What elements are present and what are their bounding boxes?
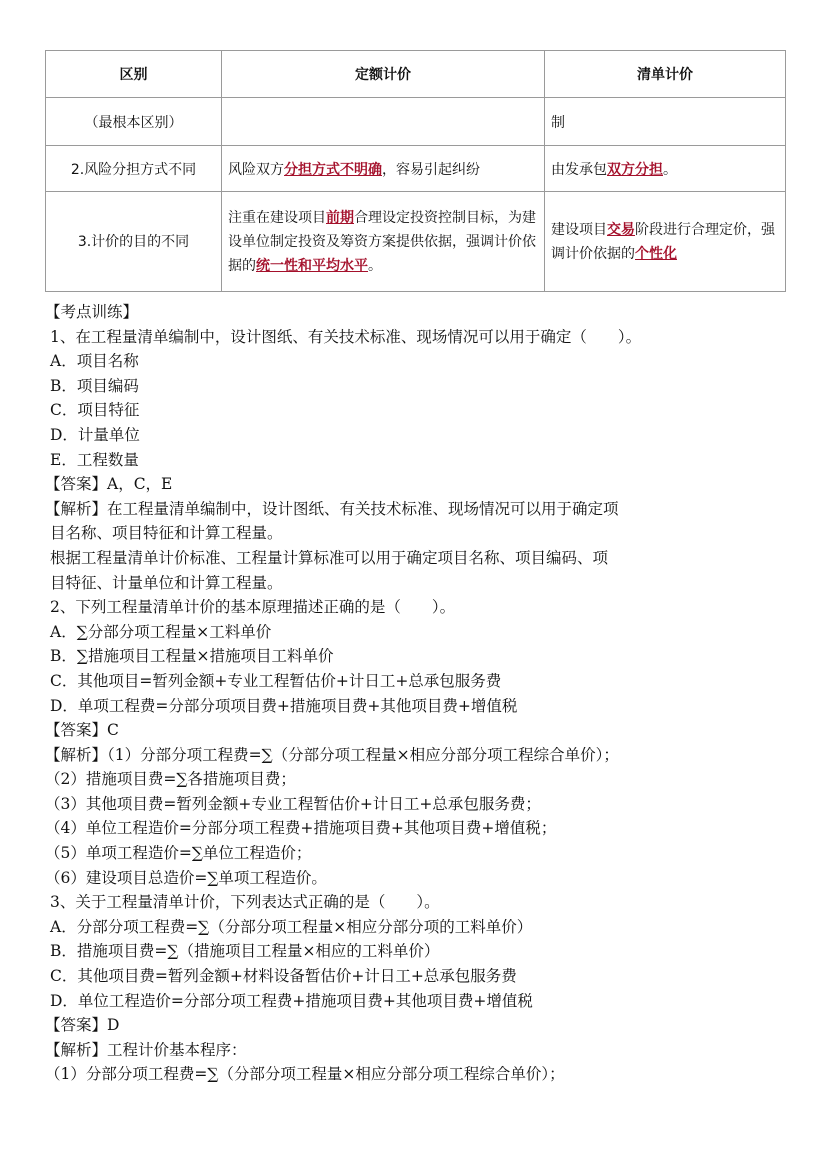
analysis-2: 【解析】（1）分部分项工程费=∑（分部分项工程量×相应分部分项工程综合单价）； xyxy=(45,745,619,764)
analysis-3: 【解析】工程计价基本程序： xyxy=(45,1040,247,1059)
question-2: 2、下列工程量清单计价的基本原理描述正确的是（ ）。 xyxy=(50,598,456,617)
text: 风险双方 xyxy=(228,161,284,178)
option-d: D．计量单位 xyxy=(50,425,140,444)
row1-quota xyxy=(222,98,545,146)
header-difference: 区别 xyxy=(46,51,222,98)
option-e: E．工程数量 xyxy=(50,450,139,469)
option-d: D．单项工程费=分部分项项目费+措施项目费+其他项目费+增值税 xyxy=(50,696,518,715)
row1-list: 制 xyxy=(545,98,786,146)
analysis-2-line: （6）建设项目总造价=∑单项工程造价。 xyxy=(45,868,327,887)
comparison-table xyxy=(45,50,786,292)
text: 。 xyxy=(663,161,677,178)
question-1: 1、在工程量清单编制中，设计图纸、有关技术标准、现场情况可以用于确定（ ）。 xyxy=(50,327,642,346)
header-quota-pricing: 定额计价 xyxy=(222,51,545,98)
option-d: D．单位工程造价=分部分项工程费+措施项目费+其他项目费+增值税 xyxy=(50,991,533,1010)
table-row xyxy=(46,192,786,292)
option-a: A．项目名称 xyxy=(50,352,139,371)
text: 建设项目 xyxy=(551,221,607,238)
row3-label: 3.计价的目的不同 xyxy=(46,192,222,292)
option-c: C．其他项目费=暂列金额+材料设备暂估价+计日工+总承包服务费 xyxy=(50,967,517,986)
highlight: 双方分担 xyxy=(607,161,663,178)
highlight: 统一性和平均水平 xyxy=(256,257,368,274)
row2-list xyxy=(545,146,786,192)
analysis-1-line: 目特征、计量单位和计算工程量。 xyxy=(50,573,283,592)
header-list-pricing: 清单计价 xyxy=(545,51,786,98)
analysis-1-line: 根据工程量清单计价标准、工程量计算标准可以用于确定项目名称、项目编码、项 xyxy=(50,548,609,567)
text: 注重在建设项目 xyxy=(228,209,326,226)
option-a: A．∑分部分项工程量×工料单价 xyxy=(50,622,272,641)
text: 合理设定投资控制目标，为建设单位制定投资及筹资方案提供依据，强调计价依据的 xyxy=(228,209,536,274)
option-b: B．措施项目费=∑（措施项目工程量×相应的工料单价） xyxy=(50,942,440,961)
option-b: B．∑措施项目工程量×措施项目工料单价 xyxy=(50,647,334,666)
answer-3: 【答案】D xyxy=(45,1016,120,1035)
text: 阶段进行合理定价，强调计价依据的 xyxy=(551,221,775,262)
highlight: 前期 xyxy=(326,209,354,226)
table-row xyxy=(46,146,786,192)
analysis-3-line: （1）分部分项工程费=∑（分部分项工程量×相应分部分项工程综合单价）； xyxy=(45,1065,565,1084)
answer-2: 【答案】C xyxy=(45,721,119,740)
analysis-1: 【解析】在工程量清单编制中，设计图纸、有关技术标准、现场情况可以用于确定项 xyxy=(45,499,619,518)
row3-quota xyxy=(222,192,545,292)
section-heading: 【考点训练】 xyxy=(45,303,139,321)
option-b: B．项目编码 xyxy=(50,376,139,395)
option-c: C．项目特征 xyxy=(50,401,140,420)
text: ，容易引起纠纷 xyxy=(382,161,480,178)
answer-1: 【答案】A，C，E xyxy=(45,475,173,494)
row3-list xyxy=(545,192,786,292)
table-row xyxy=(46,98,786,146)
analysis-2-line: （2）措施项目费=∑各措施项目费； xyxy=(45,770,296,789)
question-3: 3、关于工程量清单计价，下列表达式正确的是（ ）。 xyxy=(50,893,440,912)
text: 。 xyxy=(368,257,382,274)
row2-label: 2.风险分担方式不同 xyxy=(46,146,222,192)
highlight: 分担方式不明确 xyxy=(284,161,382,178)
analysis-1-line: 目名称、项目特征和计算工程量。 xyxy=(50,524,283,543)
highlight: 交易 xyxy=(607,221,635,238)
option-c: C．其他项目=暂列金额+专业工程暂估价+计日工+总承包服务费 xyxy=(50,671,502,690)
exercise-section xyxy=(45,300,810,1087)
analysis-2-line: （3）其他项目费=暂列金额+专业工程暂估价+计日工+总承包服务费； xyxy=(45,794,541,813)
row2-quota xyxy=(222,146,545,192)
option-a: A．分部分项工程费=∑（分部分项工程量×相应分部分项的工料单价） xyxy=(50,917,533,936)
table-header-row xyxy=(46,51,786,98)
highlight: 个性化 xyxy=(635,245,677,262)
row1-label: （最根本区别） xyxy=(46,98,222,146)
text: 由发承包 xyxy=(551,161,607,178)
analysis-2-line: （4）单位工程造价=分部分项工程费+措施项目费+其他项目费+增值税； xyxy=(45,819,557,838)
analysis-2-line: （5）单项工程造价=∑单位工程造价； xyxy=(45,844,312,863)
